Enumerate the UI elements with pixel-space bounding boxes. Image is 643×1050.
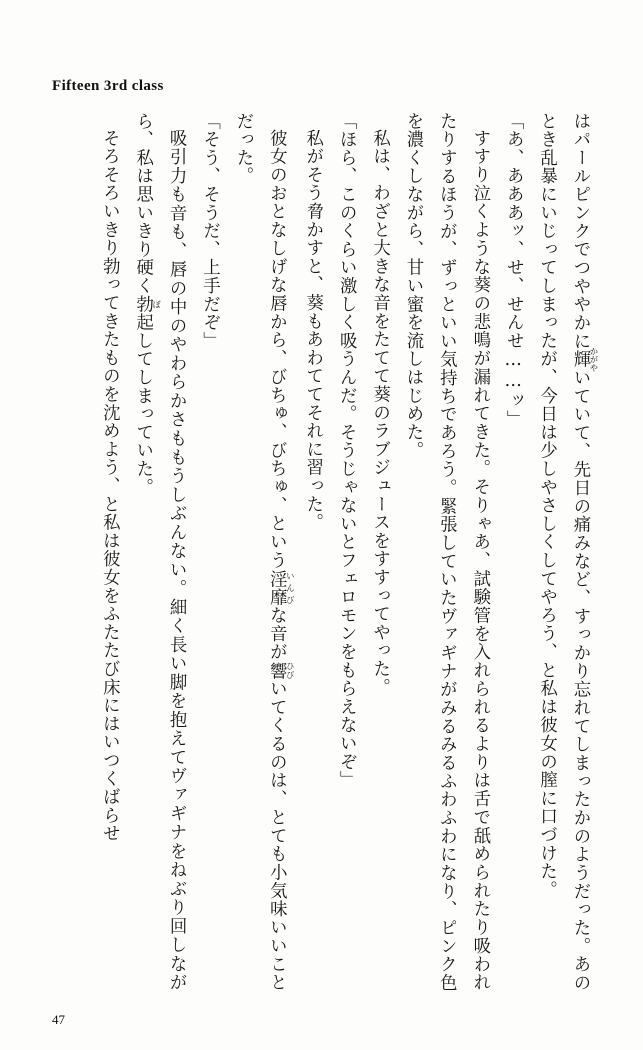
paragraph: 私がそう脅かすと、葵もあわててそれに習った。 [302,129,323,532]
ruby-kagaya: 輝 かがや [570,346,599,373]
paragraph: はパールピンクでつややかに輝 かがやいていて、先日の痛みなど、すっかり忘れてしまったかのようだった。あのとき乱暴にいじってしまったが、今日は少しやさしくしてやろう、と私は彼女の膣に口づけた。 [536,112,599,992]
paragraph: 彼女のおとなしげな唇から、びちゅ、びちゅ、という淫靡 いんびな音が響 ひびいてくるのは、とても小気味いいことだった。 [232,112,296,992]
paragraph-dialogue: 「あ、あああッ、せ、せんせ……ッ」 [503,112,524,429]
body-text-vertical [52,112,599,992]
page-number: 47 [52,1012,65,1027]
ruby-inbi: 淫靡 いんび [266,569,296,607]
paragraph-dialogue: 「そう、そうだ、上手だぞ」 [199,112,220,350]
ruby-hibi: 響 ひび [266,661,296,681]
paragraph: すすり泣くような葵の悲鳴が漏れてきた。そりゃあ、試験管を入れられるよりは舌で舐められたり吸われたりするほうが、ずっといい気持ちであろう。緊張していたヴァギナがみるみるふわふわになり、ピンク色を濃くしながら、甘い蜜を流しはじめた。 [402,112,490,992]
paragraph: 私は、わざと大きな音をたてて葵のラブジュースをすすってやった。 [369,129,390,697]
running-head: Fifteen 3rd class [52,78,164,94]
paragraph: そろそろいきり勃ってきたものを沈めよう、と私は彼女をふたたび床にはいつくばらせ [99,129,120,844]
paragraph: 吸引力も音も、唇の中のやわらかさももうしぶんない。細く長い脚を抱えてヴァギナをねぶり回しながら、私は思いきり硬く勃 ぼ起してしまっていた。 [132,112,187,992]
paragraph-dialogue: 「ほら、このくらい激しく吸うんだ。そうじゃないとフェロモンをもらえないぞ」 [336,112,357,790]
ruby-bo: 勃 ぼ [132,295,162,314]
